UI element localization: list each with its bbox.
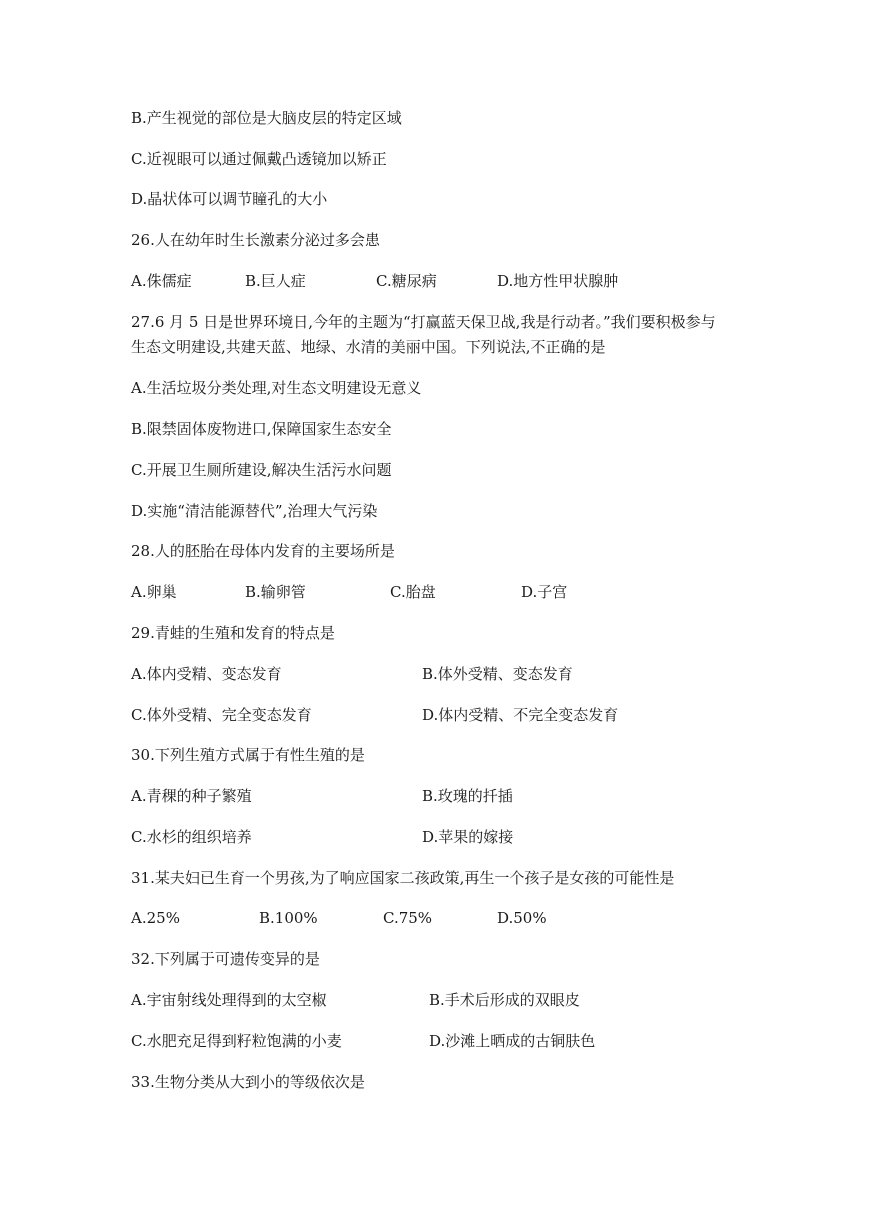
q26-option-a: A.侏儒症 (131, 272, 192, 290)
q26-option-b: B.巨人症 (245, 272, 306, 290)
q33-stem: 33.生物分类从大到小的等级依次是 (131, 1073, 365, 1091)
q28-option-d: D.子宫 (521, 583, 568, 601)
q28-stem: 28.人的胚胎在母体内发育的主要场所是 (131, 542, 395, 560)
q29-option-b: B.体外受精、变态发育 (422, 665, 573, 683)
q29-option-a: A.体内受精、变态发育 (131, 665, 282, 683)
q25-option-c: C.近视眼可以通过佩戴凸透镜加以矫正 (131, 150, 387, 168)
q25-option-d: D.晶状体可以调节瞳孔的大小 (131, 190, 328, 208)
q31-option-c: C.75% (383, 909, 433, 927)
q31-option-d: D.50% (497, 909, 547, 927)
q32-option-a: A.宇宙射线处理得到的太空椒 (131, 991, 327, 1009)
q27-option-a: A.生活垃圾分类处理,对生态文明建设无意义 (131, 379, 422, 397)
q30-option-d: D.苹果的嫁接 (422, 828, 514, 846)
q28-option-b: B.输卵管 (245, 583, 306, 601)
q32-option-b: B.手术后形成的双眼皮 (429, 991, 580, 1009)
q27-stem-line-2: 生态文明建设,共建天蓝、地绿、水清的美丽中国。下列说法,不正确的是 (131, 338, 606, 356)
q31-option-b: B.100% (259, 909, 318, 927)
q30-option-c: C.水杉的组织培养 (131, 828, 252, 846)
q32-option-d: D.沙滩上晒成的古铜肤色 (429, 1032, 596, 1050)
q29-stem: 29.青蛙的生殖和发育的特点是 (131, 624, 335, 642)
q32-option-c: C.水肥充足得到籽粒饱满的小麦 (131, 1032, 342, 1050)
q29-option-d: D.体内受精、不完全变态发育 (422, 706, 619, 724)
q28-option-a: A.卵巢 (131, 583, 177, 601)
q26-stem: 26.人在幼年时生长激素分泌过多会患 (131, 231, 380, 249)
q30-option-b: B.玫瑰的扦插 (422, 787, 513, 805)
q32-stem: 32.下列属于可遗传变异的是 (131, 950, 320, 968)
q29-option-c: C.体外受精、完全变态发育 (131, 706, 312, 724)
q25-option-b: B.产生视觉的部位是大脑皮层的特定区域 (131, 109, 402, 127)
q26-option-c: C.糖尿病 (376, 272, 437, 290)
q31-option-a: A.25% (131, 909, 180, 927)
q27-option-d: D.实施“清洁能源替代”,治理大气污染 (131, 502, 378, 520)
q30-stem: 30.下列生殖方式属于有性生殖的是 (131, 746, 365, 764)
q27-stem-line-1: 27.6 月 5 日是世界环境日,今年的主题为“打赢蓝天保卫战,我是行动者。”我们要积极参与 (131, 313, 716, 331)
q27-option-c: C.开展卫生厕所建设,解决生活污水问题 (131, 461, 392, 479)
q30-option-a: A.青稞的种子繁殖 (131, 787, 252, 805)
q26-option-d: D.地方性甲状腺肿 (497, 272, 619, 290)
q27-option-b: B.限禁固体废物进口,保障国家生态安全 (131, 420, 392, 438)
q31-stem: 31.某夫妇已生育一个男孩,为了响应国家二孩政策,再生一个孩子是女孩的可能性是 (131, 869, 675, 887)
q28-option-c: C.胎盘 (390, 583, 436, 601)
